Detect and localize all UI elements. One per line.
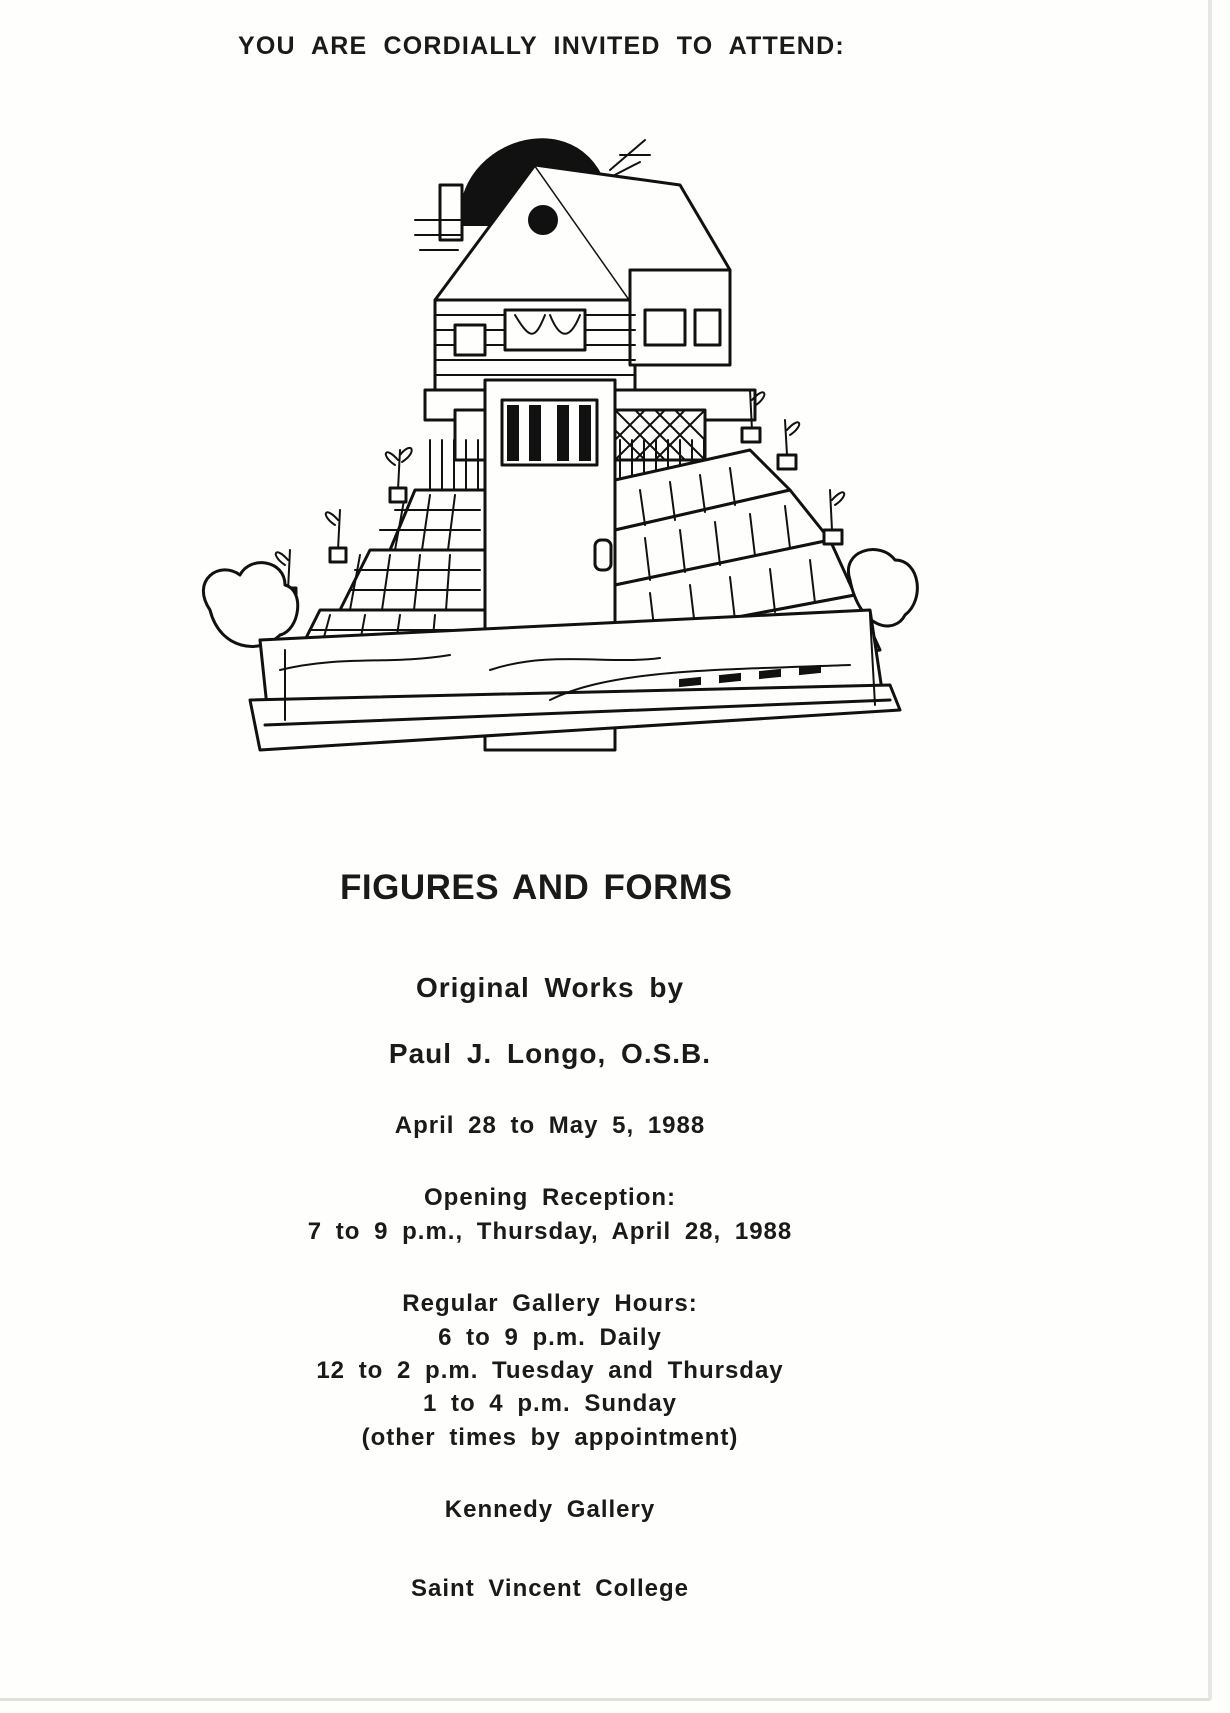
hours-label: Regular Gallery Hours: <box>402 1290 698 1317</box>
card-edge <box>0 1698 1210 1701</box>
card-edge <box>1208 0 1212 1700</box>
hours-line: 1 to 4 p.m. Sunday <box>422 1390 678 1417</box>
exhibition-title: FIGURES AND FORMS <box>340 868 733 907</box>
works-line: Original Works by <box>415 972 685 1003</box>
exhibition-dates: April 28 to May 5, 1988 <box>394 1112 706 1139</box>
hours-line: 6 to 9 p.m. Daily <box>438 1324 662 1351</box>
reception-label: Opening Reception: <box>424 1184 676 1211</box>
invitation-heading: YOU ARE CORDIALLY INVITED TO ATTEND: <box>238 32 845 60</box>
hours-line: (other times by appointment) <box>361 1424 739 1451</box>
artist-name: Paul J. Longo, O.S.B. <box>388 1038 712 1069</box>
house-float-drawing-icon <box>190 110 1010 830</box>
gallery-name: Kennedy Gallery <box>444 1496 656 1523</box>
reception-time: 7 to 9 p.m., Thursday, April 28, 1988 <box>307 1218 793 1245</box>
hours-line: 12 to 2 p.m. Tuesday and Thursday <box>316 1357 784 1384</box>
college-name: Saint Vincent College <box>411 1575 689 1602</box>
